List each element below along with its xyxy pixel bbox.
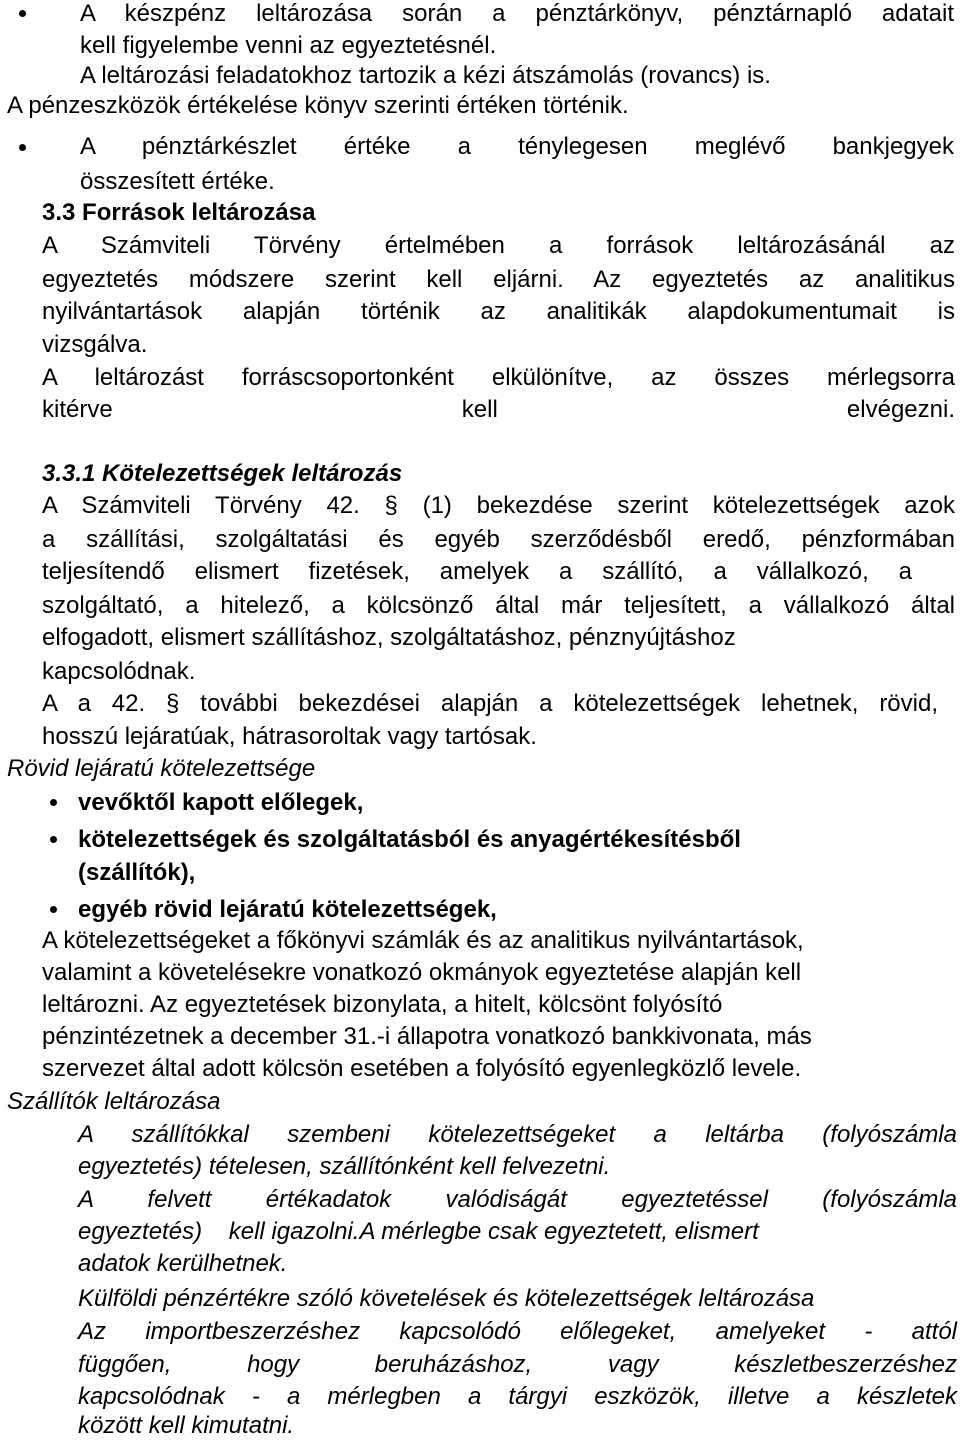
text-line: A pénztárkészlet értéke a ténylegesen meglévő bankjegyek [80, 133, 954, 160]
section-heading: 3.3 Források leltározása [42, 199, 316, 226]
bullet-item: kötelezettségek és szolgáltatásból és anyagértékesítésből [78, 826, 741, 853]
text-line: kell figyelembe venni az egyeztetésnél. [80, 32, 497, 59]
text-line: A a 42. § további bekezdései alapján a kötelezettségek lehetnek, rövid, [42, 690, 938, 717]
bullet-dot [50, 906, 57, 913]
text-line: között kell kimutatni. [78, 1412, 295, 1439]
text-line: A kötelezettségeket a főkönyvi számlák és az analitikus nyilvántartások, [42, 927, 804, 954]
bullet-dot [50, 836, 57, 843]
text-line: adatok kerülhetnek. [78, 1250, 288, 1277]
text-line: összesített értéke. [80, 168, 275, 195]
text-line: szolgáltató, a hitelező, a kölcsönző által már teljesített, a vállalkozó által [42, 592, 955, 619]
text-line: elfogadott, elismert szállításhoz, szolgáltatáshoz, pénznyújtáshoz [42, 624, 736, 651]
bullet-item: (szállítók), [78, 859, 196, 886]
text-line: A leltározási feladatokhoz tartozik a kézi átszámolás (rovancs) is. [80, 62, 771, 89]
italic-heading: Szállítók leltározása [7, 1088, 221, 1115]
italic-heading: Rövid lejáratú kötelezettsége [7, 755, 316, 782]
text-line: egyeztetés) kell igazolni.A mérlegbe csak egyeztetett, elismert [78, 1218, 759, 1245]
text-line: Külföldi pénzértékre szóló követelések és kötelezettségek leltározása [78, 1285, 815, 1312]
bullet-dot [50, 799, 57, 806]
text-line: vizsgálva. [42, 331, 148, 358]
text-line: A Számviteli Törvény értelmében a források leltározásánál az [42, 232, 955, 259]
text-line: Az importbeszerzéshez kapcsolódó előlegeket, amelyeket - attól [78, 1318, 957, 1345]
text-line: A készpénz leltározása során a pénztárkönyv, pénztárnapló adatait [80, 0, 954, 27]
text-line: a szállítási, szolgáltatási és egyéb szerződésből eredő, pénzformában [42, 526, 955, 553]
text-line: pénzintézetnek a december 31.-i állapotra vonatkozó bankkivonata, más [42, 1023, 812, 1050]
text-line: A szállítókkal szembeni kötelezettségeket a leltárba (folyószámla [78, 1121, 957, 1148]
text-line: kapcsolódnak. [42, 658, 196, 685]
text-line: függően, hogy beruházáshoz, vagy készletbeszerzéshez [78, 1351, 957, 1378]
text-line: teljesítendő elismert fizetések, amelyek a szállító, a vállalkozó, a [42, 558, 912, 585]
bullet-dot [19, 10, 26, 17]
text-line: kapcsolódnak - a mérlegben a tárgyi eszközök, illetve a készletek [78, 1383, 957, 1410]
bullet-item: vevőktől kapott előlegek, [78, 789, 364, 816]
text-line: kitérve kell elvégezni. [42, 396, 955, 423]
text-line: valamint a követelésekre vonatkozó okmányok egyeztetése alapján kell [42, 959, 802, 986]
bullet-dot [19, 144, 26, 151]
text-line: A leltározást forráscsoportonként elkülönítve, az összes mérlegsorra [42, 364, 955, 391]
text-line: szervezet által adott kölcsön esetében a folyósító egyenlegközlő levele. [42, 1055, 802, 1082]
text-line: leltározni. Az egyeztetések bizonylata, a hitelt, kölcsönt folyósító [42, 991, 723, 1018]
text-line: A felvett értékadatok valódiságát egyeztetéssel (folyószámla [78, 1186, 957, 1213]
text-line: egyeztetés) tételesen, szállítónként kell felvezetni. [78, 1153, 611, 1180]
text-line: A Számviteli Törvény 42. § (1) bekezdése szerint kötelezettségek azok [42, 492, 955, 519]
subsection-heading: 3.3.1 Kötelezettségek leltározás [42, 460, 403, 487]
bullet-item: egyéb rövid lejáratú kötelezettségek, [78, 896, 497, 923]
text-line: A pénzeszközök értékelése könyv szerinti értéken történik. [7, 92, 629, 119]
text-line: nyilvántartások alapján történik az analitikák alapdokumentumait is [42, 298, 955, 325]
text-line: hosszú lejáratúak, hátrasoroltak vagy tartósak. [42, 723, 537, 750]
text-line: egyeztetés módszere szerint kell eljárni. Az egyeztetés az analitikus [42, 266, 955, 293]
